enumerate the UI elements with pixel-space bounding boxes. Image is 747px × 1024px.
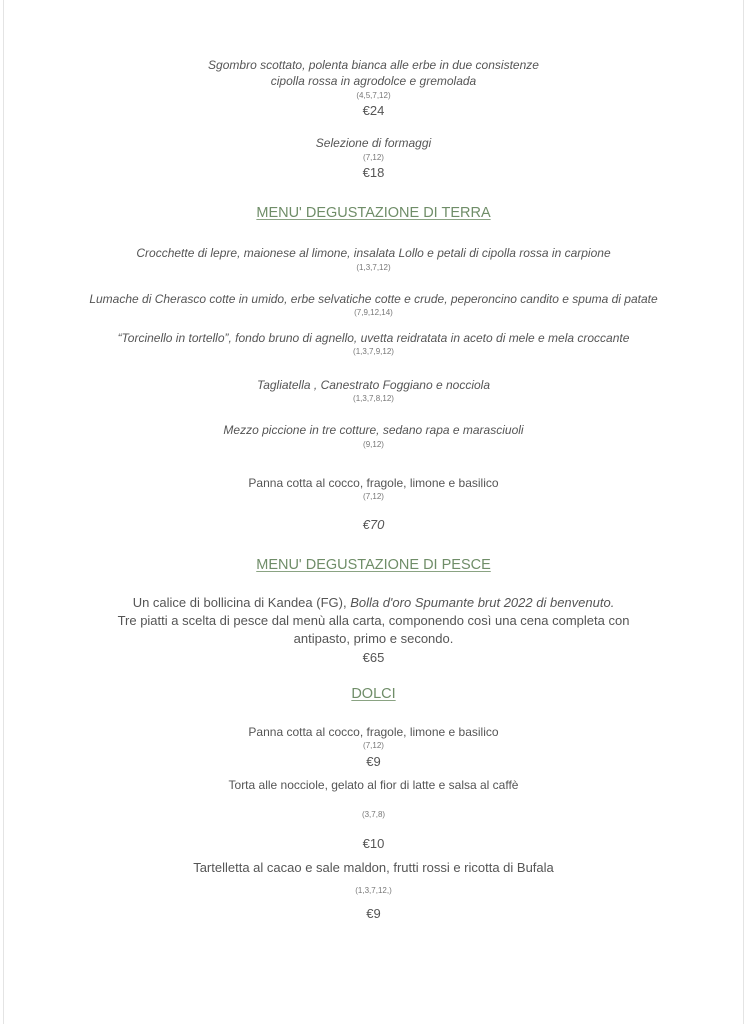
allergens: (1,3,7,8,12) xyxy=(353,394,394,403)
price: €9 xyxy=(366,754,381,769)
dessert-name: Torta alle nocciole, gelato al fior di latte e salsa al caffè xyxy=(228,778,519,792)
pesce-wine-name: Bolla d'oro Spumante brut 2022 di benvenuto. xyxy=(350,595,615,610)
dish-name: Selezione di formaggi xyxy=(315,136,432,150)
dessert-name: Tartelletta al cacao e sale maldon, frutti rossi e ricotta di Bufala xyxy=(193,860,554,875)
course-name: Mezzo piccione in tre cotture, sedano rapa e marasciuoli xyxy=(223,423,524,437)
pesce-description-line2: Tre piatti a scelta di pesce dal menù alla carta, componendo così una cena completa con xyxy=(117,613,630,628)
price: €18 xyxy=(362,165,385,180)
pesce-welcome-text: Un calice di bollicina di Kandea (FG), xyxy=(132,595,351,610)
pesce-description-line1 xyxy=(4,595,743,611)
dish-name: Sgombro scottato, polenta bianca alle erbe in due consistenze xyxy=(208,58,539,72)
allergens: (1,3,7,12,) xyxy=(355,886,392,895)
allergens: (7,9,12,14) xyxy=(354,308,393,317)
allergens: (4,5,7,12) xyxy=(356,91,391,100)
price: €65 xyxy=(362,650,385,665)
allergens: (7,12) xyxy=(363,492,384,501)
allergens: (1,3,7,9,12) xyxy=(353,347,394,356)
course-name: Lumache di Cherasco cotte in umido, erbe selvatiche cotte e crude, peperoncino candito e spuma di patate xyxy=(89,292,658,306)
allergens: (3,7,8) xyxy=(361,810,386,819)
dessert-name: Panna cotta al cocco, fragole, limone e basilico xyxy=(248,725,499,739)
menu-page xyxy=(3,0,744,1024)
allergens: (7,12) xyxy=(363,153,384,162)
course-name: Tagliatella , Canestrato Foggiano e nocciola xyxy=(256,378,491,392)
pesce-description-line3: antipasto, primo e secondo. xyxy=(293,631,454,646)
dish-name-continued: cipolla rossa in agrodolce e gremolada xyxy=(270,74,477,88)
section-heading-pesce: MENU' DEGUSTAZIONE DI PESCE xyxy=(256,557,491,573)
price: €10 xyxy=(362,836,385,851)
course-name: “Torcinello in tortello”, fondo bruno di agnello, uvetta reidratata in aceto di mele e mela croccante xyxy=(117,331,630,345)
price: €70 xyxy=(362,517,385,532)
allergens: (9,12) xyxy=(363,440,384,449)
price: €24 xyxy=(362,103,385,118)
allergens: (7,12) xyxy=(363,741,384,750)
price: €9 xyxy=(366,906,381,921)
section-heading-terra: MENU' DEGUSTAZIONE DI TERRA xyxy=(256,205,491,221)
course-name: Crocchette di lepre, maionese al limone, insalata Lollo e petali di cipolla rossa in carpione xyxy=(136,246,611,260)
section-heading-dolci: DOLCI xyxy=(351,686,396,702)
course-name: Panna cotta al cocco, fragole, limone e basilico xyxy=(248,476,499,490)
allergens: (1,3,7,12) xyxy=(356,263,391,272)
